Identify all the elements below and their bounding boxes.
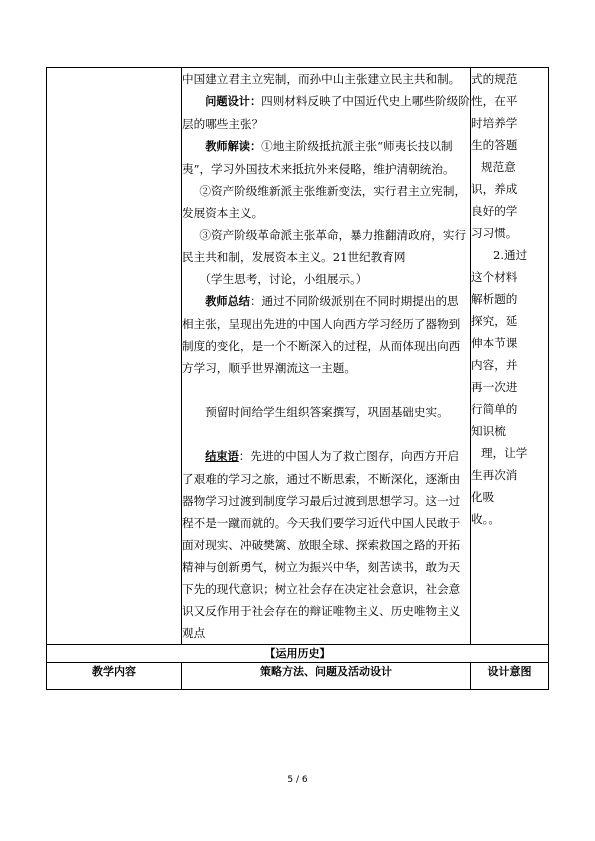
column-header-strategy: 策略方法、问题及活动设计	[182, 663, 471, 690]
column-header-content: 教学内容	[47, 663, 182, 690]
paragraph-reserve-time: 预留时间给学生组织答案撰写，巩固基础史实。	[205, 405, 449, 419]
paragraph-question: 问题设计：四则材料反映了中国近代史上哪些阶级阶层的哪些主张？	[182, 94, 470, 131]
paragraph-teacher-reading: 教师解读：①地主阶级抵抗派主张“师夷长技以制夷”，学习外国技术来抵抗外来侵略，维护清朝统治。	[182, 139, 455, 176]
teacher-reading-label: 教师解读：	[205, 140, 262, 153]
paragraph-teacher-summary: 教师总结：通过不同阶级派别在不同时期提出的思相主张，呈现出先进的中国人向西方学习经历了器物到制度的变化，是一个不断深入的过程，从而体现出向西方学习，顺乎世界潮流这一主题。	[182, 294, 461, 375]
intent-line: 行简单的	[471, 402, 518, 416]
intent-line: 内容，并	[471, 358, 518, 372]
intent-line: 化吸	[471, 490, 495, 504]
intent-line: 收。。	[471, 512, 500, 526]
paragraph-closing: 结束语：先进的中国人为了救亡图存，向西方开启了艰难的学习之旅，通过不断思索，不断深化，逐渐由器物学习过渡到制度学习最后过渡到思想学习。这一过程不是一蹴而就的。今天我们要学习近代中国人民敢于面对现实、冲破樊篱、放眼全球、探索救国之路的开拓精神与创新勇气，树立为振兴中华，刻苦读书，敢为天下先的现代意识；树立社会存在决定社会意识，社会意识又反作用于社会存在的辩证唯物主义、历史唯物主义观点	[182, 449, 461, 640]
intent-line: 规范意	[481, 160, 516, 174]
intent-line: 良好的学	[471, 204, 518, 218]
intent-line: 探究，延	[471, 314, 518, 328]
intent-line: 性，在平	[471, 94, 518, 108]
column-header-intent: 设计意图	[471, 663, 549, 690]
design-intent-cell	[471, 68, 549, 645]
content-row	[47, 68, 549, 645]
section-header: 【运用历史】	[47, 645, 549, 663]
intent-line: 解析题的	[471, 292, 518, 306]
intent-line: 时培养学	[471, 116, 518, 130]
teaching-content-cell	[47, 68, 182, 645]
intent-line: 生的答题	[471, 138, 518, 152]
activity-design-cell	[182, 68, 471, 645]
paragraph-1: 中国建立君主立宪制，而孙中山主张建立民主共和制。	[182, 72, 461, 86]
paragraph-point-2: ②资产阶级维新派主张维新变法，实行君主立宪制，发展资本主义。	[182, 184, 467, 220]
lesson-table	[46, 67, 549, 690]
intent-line: 生再次消	[471, 468, 518, 482]
closing-label: 结束语	[205, 450, 239, 463]
teacher-summary-label: 教师总结	[205, 295, 250, 308]
paragraph-point-3: ③资产阶级革命派主张革命，暴力推翻清政府，实行民主共和制，发展资本主义。21世纪教育网	[182, 228, 467, 264]
intent-line: 习习惯。	[471, 226, 518, 240]
question-label: 问题设计：	[205, 95, 262, 108]
intent-line: 识，养成	[471, 182, 518, 196]
intent-line: 这个材料	[471, 270, 518, 284]
intent-line: 再一次进	[471, 380, 518, 394]
paragraph-student-activity: （学生思考，讨论，小组展示。）	[199, 272, 368, 286]
section-header-row	[47, 645, 549, 663]
intent-line: 式的规范	[471, 72, 518, 86]
column-header-row	[47, 663, 549, 690]
intent-line: 伸本节课	[471, 336, 518, 350]
page-number: 5 / 6	[287, 775, 308, 785]
intent-line: 知识梳	[471, 424, 506, 438]
intent-line: 2.通过	[493, 248, 528, 262]
intent-line: 理，让学	[481, 446, 528, 460]
